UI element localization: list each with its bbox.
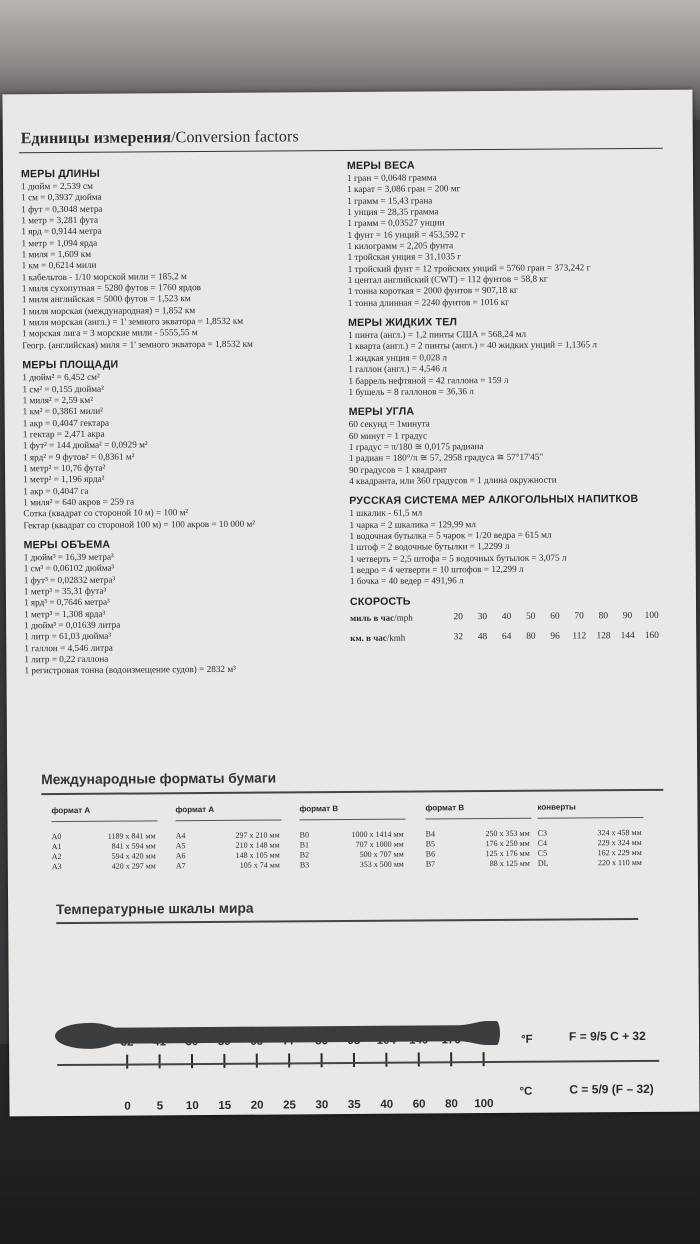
paper-format-size: 148 x 105 мм	[235, 850, 280, 860]
paper-format-size: 707 x 1000 мм	[355, 839, 404, 849]
conversion-line: 1 шкалик - 61,5 мл	[349, 507, 423, 519]
speed-label-mph	[350, 612, 446, 624]
paper-format-code: C3	[537, 828, 547, 838]
speed-table	[350, 593, 670, 648]
conversion-line: 1 грамм = 15,43 грана	[347, 195, 433, 206]
left-section-heading: МЕРЫ ПЛОЩАДИ	[22, 358, 119, 372]
speed-value-kmh: 80	[526, 631, 536, 642]
conversion-line: 1 метр² = 10,76 фута²	[23, 462, 106, 474]
conversion-line: 60 секунд = 1минута	[348, 418, 430, 430]
conversion-line: 1 бочка = 40 ведер = 491,96 л	[349, 575, 464, 587]
conversion-line: 1 фунт = 16 унций = 453,592 г	[347, 228, 465, 240]
conversion-line: 1 гран = 0,0648 грамма	[346, 172, 437, 184]
speed-value-kmh: 48	[477, 632, 488, 643]
conversion-line: 1 водочная бутылка = 5 чарок = 1/20 ведра = 615 мл	[349, 529, 552, 541]
paper-format-code: B4	[425, 829, 435, 839]
conversion-line: 1 литр = 0,22 галлона	[24, 653, 109, 665]
speed-heading: СКОРОСТЬ	[349, 595, 411, 608]
conversion-line: 1 миля морская (международная) = 1,852 км	[21, 304, 196, 317]
conversion-line: 90 градусов = 1 квадрант	[349, 463, 448, 475]
conversion-line: Сотка (квадрат со стороной 10 м) = 100 м²	[23, 507, 189, 519]
conversion-line: 1 литр = 61,03 дюйма³	[24, 631, 112, 642]
conversion-line: 1 радиан = 180°/π ≅ 57, 2958 градуса ≅ 57°17'45"	[348, 451, 544, 464]
paper-format-size: 1000 x 1414 мм	[351, 829, 404, 840]
conversion-line: 1 км² = 0,3861 мили²	[22, 405, 103, 417]
conversion-line: 1 см² = 0,155 дюйма²	[22, 383, 104, 394]
right-section-heading: РУССКАЯ СИСТЕМА МЕР АЛКОГОЛЬНЫХ НАПИТКОВ	[349, 493, 639, 508]
conversion-line: 1 гектар = 2,471 акра	[22, 428, 105, 440]
conversion-line: 1 см³ = 0,06102 дюйма³	[23, 562, 115, 574]
speed-value-mph: 30	[477, 612, 488, 623]
paper-format-code: B1	[299, 840, 310, 850]
page-title	[21, 128, 299, 148]
paper-format-code: B6	[425, 849, 436, 859]
paper-format-size: 220 x 110 мм	[597, 857, 642, 868]
celsius-tick-label: 10	[185, 1100, 199, 1113]
paper-column-header: формат В	[425, 803, 465, 813]
conversion-line: 1 жидкая унция = 0,028 л	[348, 352, 447, 363]
paper-format-code: A4	[175, 831, 186, 841]
celsius-tick-label: 15	[218, 1099, 232, 1112]
formula-fahrenheit: F = 9/5 C + 32	[568, 1028, 646, 1044]
paper-format-size: 500 x 707 мм	[359, 849, 404, 859]
paper-format-size: 210 x 148 мм	[235, 840, 280, 850]
speed-value-mph: 20	[453, 612, 463, 623]
speed-label-kmh-text: км. в час	[350, 632, 387, 643]
conversion-line: 1 см = 0,3937 дюйма	[21, 192, 102, 203]
speed-value-kmh: 128	[596, 631, 611, 642]
conversion-line: 1 четверть = 2,5 штофа = 5 водочных бутылок = 3,075 л	[349, 552, 567, 564]
conversion-line: 1 метр³ = 35,31 фута³	[23, 585, 107, 597]
conversion-line: Геогр. (английская) миля = 1' земного экватора = 1,8532 км	[22, 338, 253, 351]
speed-label-mph-text: миль в час	[350, 612, 395, 623]
speed-value-mph: 40	[501, 611, 512, 622]
celsius-labels	[124, 1098, 493, 1113]
speed-row-mph	[350, 606, 670, 628]
title-divider	[19, 148, 663, 153]
conversion-line: 1 галлон = 4,546 литра	[24, 642, 113, 654]
paper-column-underline	[300, 819, 406, 821]
conversion-line: 1 дюйм³ = 16,39 метра³	[23, 551, 114, 563]
paper-format-size: 229 x 324 мм	[597, 837, 642, 848]
conversion-line: 1 тонна длинная = 2240 фунтов = 1016 кг	[347, 296, 510, 308]
paper-column-header: формат А	[51, 805, 91, 816]
paper-format-code: A3	[51, 862, 62, 872]
conversion-line: 1 метр = 1,094 ярда	[21, 237, 98, 249]
celsius-tick-label: 100	[474, 1098, 494, 1111]
conversion-line: 1 ведро = 4 четверти = 10 штофов = 12,299 л	[349, 563, 524, 575]
paper-format-code: B0	[299, 830, 309, 840]
conversion-line: 1 бушель = 8 галлонов = 36,36 л	[348, 385, 474, 397]
paper-format-size: 594 x 420 мм	[111, 851, 156, 861]
conversion-line: 1 тройская унция = 31,1035 г	[347, 251, 462, 263]
conversion-line: 4 квадранта, или 360 градусов = 1 длина окружности	[349, 474, 557, 486]
conversion-line: 1 тонна короткая = 2000 фунтов = 907,18 кг	[347, 285, 518, 297]
paper-format-size: 162 x 229 мм	[597, 847, 642, 858]
page-title-en: /Conversion factors	[171, 128, 299, 147]
paper-format-size: 105 x 74 мм	[239, 860, 280, 870]
conversion-line: 1 кварта (англ.) = 2 пинты (англ.) = 40 жидких унций = 1,1365 л	[348, 339, 598, 352]
celsius-tick-label: 20	[250, 1099, 264, 1112]
conversion-line: 1 морская лига = 3 морские мили - 5555,55 м	[22, 327, 198, 339]
celsius-tick-label: 25	[283, 1099, 296, 1112]
conversion-line: 1 км = 0,6214 мили	[21, 260, 97, 271]
conversion-line: 1 фут = 0,3048 метра	[21, 203, 103, 214]
right-column	[347, 158, 670, 649]
conversion-line: 1 дюйм³ = 0,01639 литра	[24, 619, 121, 631]
conversion-line: 1 чарка = 2 шкалика = 129,99 мл	[349, 518, 476, 530]
speed-value-mph: 100	[644, 610, 659, 621]
celsius-tick-label: 80	[445, 1098, 458, 1111]
left-section-heading: МЕРЫ ДЛИНЫ	[20, 167, 100, 181]
speed-value-mph: 50	[526, 611, 536, 622]
paper-column-underline	[176, 819, 282, 821]
speed-unit-kmh: /kmh	[386, 632, 406, 643]
speed-value-kmh: 32	[453, 632, 464, 643]
paper-format-size: 841 x 594 мм	[111, 841, 156, 851]
thermometer-ticks	[127, 1052, 483, 1068]
conversion-line: 1 ярд² = 9 футов² = 0,8361 м²	[22, 451, 135, 462]
conversion-line: 60 минут = 1 градус	[348, 429, 428, 441]
paper-format-size: 297 x 210 мм	[235, 830, 280, 840]
conversion-line: 1 градус = π/180 ≅ 0,0175 радиана	[348, 440, 484, 452]
celsius-tick-label: 35	[347, 1098, 361, 1112]
paper-formats-title: Международные форматы бумаги	[41, 770, 277, 788]
thermometer-diagram	[48, 920, 669, 1113]
conversion-line: 1 центал английский (CWT) = 112 фунтов = 58,8 кг	[347, 273, 548, 286]
speed-label-kmh	[350, 632, 446, 644]
conversion-line: 1 унция = 28,35 грамма	[347, 206, 439, 218]
paper-format-size: 176 x 250 мм	[485, 838, 530, 849]
speed-value-kmh: 112	[572, 631, 587, 642]
paper-format-size: 353 x 500 мм	[359, 859, 404, 869]
conversion-line: 1 акр = 0,4047 га	[23, 485, 89, 496]
conversion-line: 1 ярд = 0,9144 метра	[21, 226, 102, 237]
paper-format-code: C4	[537, 838, 548, 848]
speed-value-mph: 80	[598, 611, 609, 622]
conversion-line: 1 фут³ = 0,02832 метра³	[23, 574, 116, 585]
paper-format-code: A6	[175, 851, 186, 861]
speed-value-kmh: 64	[501, 631, 512, 642]
conversion-line: 1 миля = 1,609 км	[21, 248, 92, 260]
paper-format-size: 420 x 297 мм	[111, 861, 156, 871]
paper-column-header: формат В	[299, 804, 339, 814]
conversion-line: 1 метр² = 1,196 ярда²	[23, 473, 105, 485]
celsius-tick-label: 40	[380, 1098, 394, 1111]
speed-value-kmh: 160	[644, 630, 659, 641]
conversion-line: 1 грамм = 0,03527 унции	[347, 217, 445, 229]
conversion-line: 1 миля² = 640 акров = 259 га	[23, 496, 135, 508]
paper-format-code: A1	[51, 842, 62, 852]
conversion-line: 1 регистровая тонна (водоизмещение судов) = 2832 м³	[24, 664, 236, 676]
paper-format-code: B5	[425, 839, 436, 849]
paper-column-underline	[52, 820, 158, 822]
paper-format-size: 250 x 353 мм	[485, 828, 530, 839]
conversion-line: 1 акр = 0,4047 гектара	[22, 417, 110, 428]
paper-format-code: A0	[51, 832, 62, 842]
conversion-line: 1 метр = 3,281 фута	[21, 214, 99, 226]
speed-unit-mph: /mph	[394, 612, 413, 623]
right-section-heading: МЕРЫ ВЕСА	[346, 159, 415, 173]
conversion-line: 1 дюйм² = 6,452 см²	[22, 371, 100, 383]
formula-celsius: C = 5/9 (F – 32)	[569, 1081, 654, 1097]
right-sections	[347, 158, 670, 588]
speed-value-mph: 90	[622, 611, 633, 622]
conversion-line: 1 метр³ = 1,308 ярда³	[24, 608, 106, 619]
paper-format-code: B3	[299, 860, 310, 870]
left-section-heading: МЕРЫ ОБЪЕМА	[23, 538, 111, 552]
paper-column-header: формат А	[175, 804, 215, 815]
speed-value-kmh: 96	[550, 631, 560, 642]
speed-value-mph: 70	[574, 611, 584, 622]
conversion-line: 1 штоф = 2 водочные бутылки = 1,2299 л	[349, 541, 510, 553]
conversion-line: 1 галлон (англ.) = 4,546 л	[348, 363, 447, 375]
paper-format-code: A5	[175, 841, 186, 851]
reference-page	[2, 90, 699, 1117]
conversion-line: Гектар (квадрат со стороной 100 м) = 100 акров = 10 000 м²	[23, 518, 256, 530]
speed-value-mph: 60	[550, 611, 560, 622]
page-title-ru: Единицы измерения	[20, 129, 172, 148]
celsius-unit: °C	[519, 1085, 533, 1098]
celsius-tick-label: 30	[315, 1099, 329, 1112]
conversion-line: 1 ярд³ = 0,7646 метра³	[23, 597, 110, 608]
paper-column-underline	[538, 817, 644, 819]
conversion-line: 1 баррель нефтяной = 42 галлона = 159 л	[348, 374, 509, 386]
conversion-line: 1 миля морская (англ.) = 1' земного экватора = 1,8532 км	[21, 315, 244, 328]
conversion-line: 1 фут² = 144 дюйма² = 0,0929 м²	[22, 439, 148, 451]
temperature-title: Температурные шкалы мира	[56, 900, 254, 918]
right-section-heading: МЕРЫ УГЛА	[348, 405, 415, 419]
fahrenheit-unit: °F	[521, 1033, 533, 1046]
right-section-heading: МЕРЫ ЖИДКИХ ТЕЛ	[348, 316, 458, 330]
paper-format-size: 88 x 125 мм	[489, 858, 530, 869]
paper-column-header: конверты	[537, 802, 576, 812]
celsius-tick-label: 0	[124, 1100, 131, 1113]
paper-format-size: 324 x 458 мм	[597, 827, 642, 838]
paper-formats-divider	[41, 789, 663, 795]
celsius-tick-label: 5	[156, 1100, 164, 1113]
paper-format-code: A7	[175, 861, 186, 871]
paper-format-code: C5	[537, 848, 548, 858]
speed-value-kmh: 144	[620, 631, 635, 642]
conversion-line: 1 миля английская = 5000 футов = 1,523 км	[21, 293, 191, 305]
left-column	[21, 166, 345, 677]
paper-column-underline	[426, 818, 532, 820]
conversion-line: 1 кабельтов - 1/10 морской мили = 185,2 м	[21, 270, 187, 283]
conversion-line: 1 пинта (англ.) = 1,2 пинты США = 568,24 мл	[348, 328, 527, 341]
celsius-tick-label: 60	[412, 1098, 426, 1111]
paper-format-code: B2	[299, 850, 310, 860]
conversion-line: 1 карат = 3,086 гран = 200 мг	[347, 183, 461, 195]
paper-format-size: 125 x 176 мм	[485, 848, 530, 859]
conversion-line: 1 миля² = 2,59 км²	[22, 394, 93, 406]
conversion-line: 1 дюйм = 2,539 см	[21, 180, 93, 192]
conversion-line: 1 тройский фунт = 12 тройских унций = 5760 гран = 373,242 г	[347, 262, 591, 274]
paper-format-size: 1189 x 841 мм	[107, 831, 156, 841]
paper-format-code: B7	[425, 859, 436, 869]
paper-format-code: A2	[51, 852, 62, 862]
conversion-line: 1 миля сухопутная = 5280 футов = 1760 ярдов	[21, 282, 202, 294]
paper-format-code: DL	[537, 858, 549, 868]
speed-row-kmh	[350, 626, 670, 648]
conversion-line: 1 килограмм = 2,205 фунта	[347, 240, 454, 252]
